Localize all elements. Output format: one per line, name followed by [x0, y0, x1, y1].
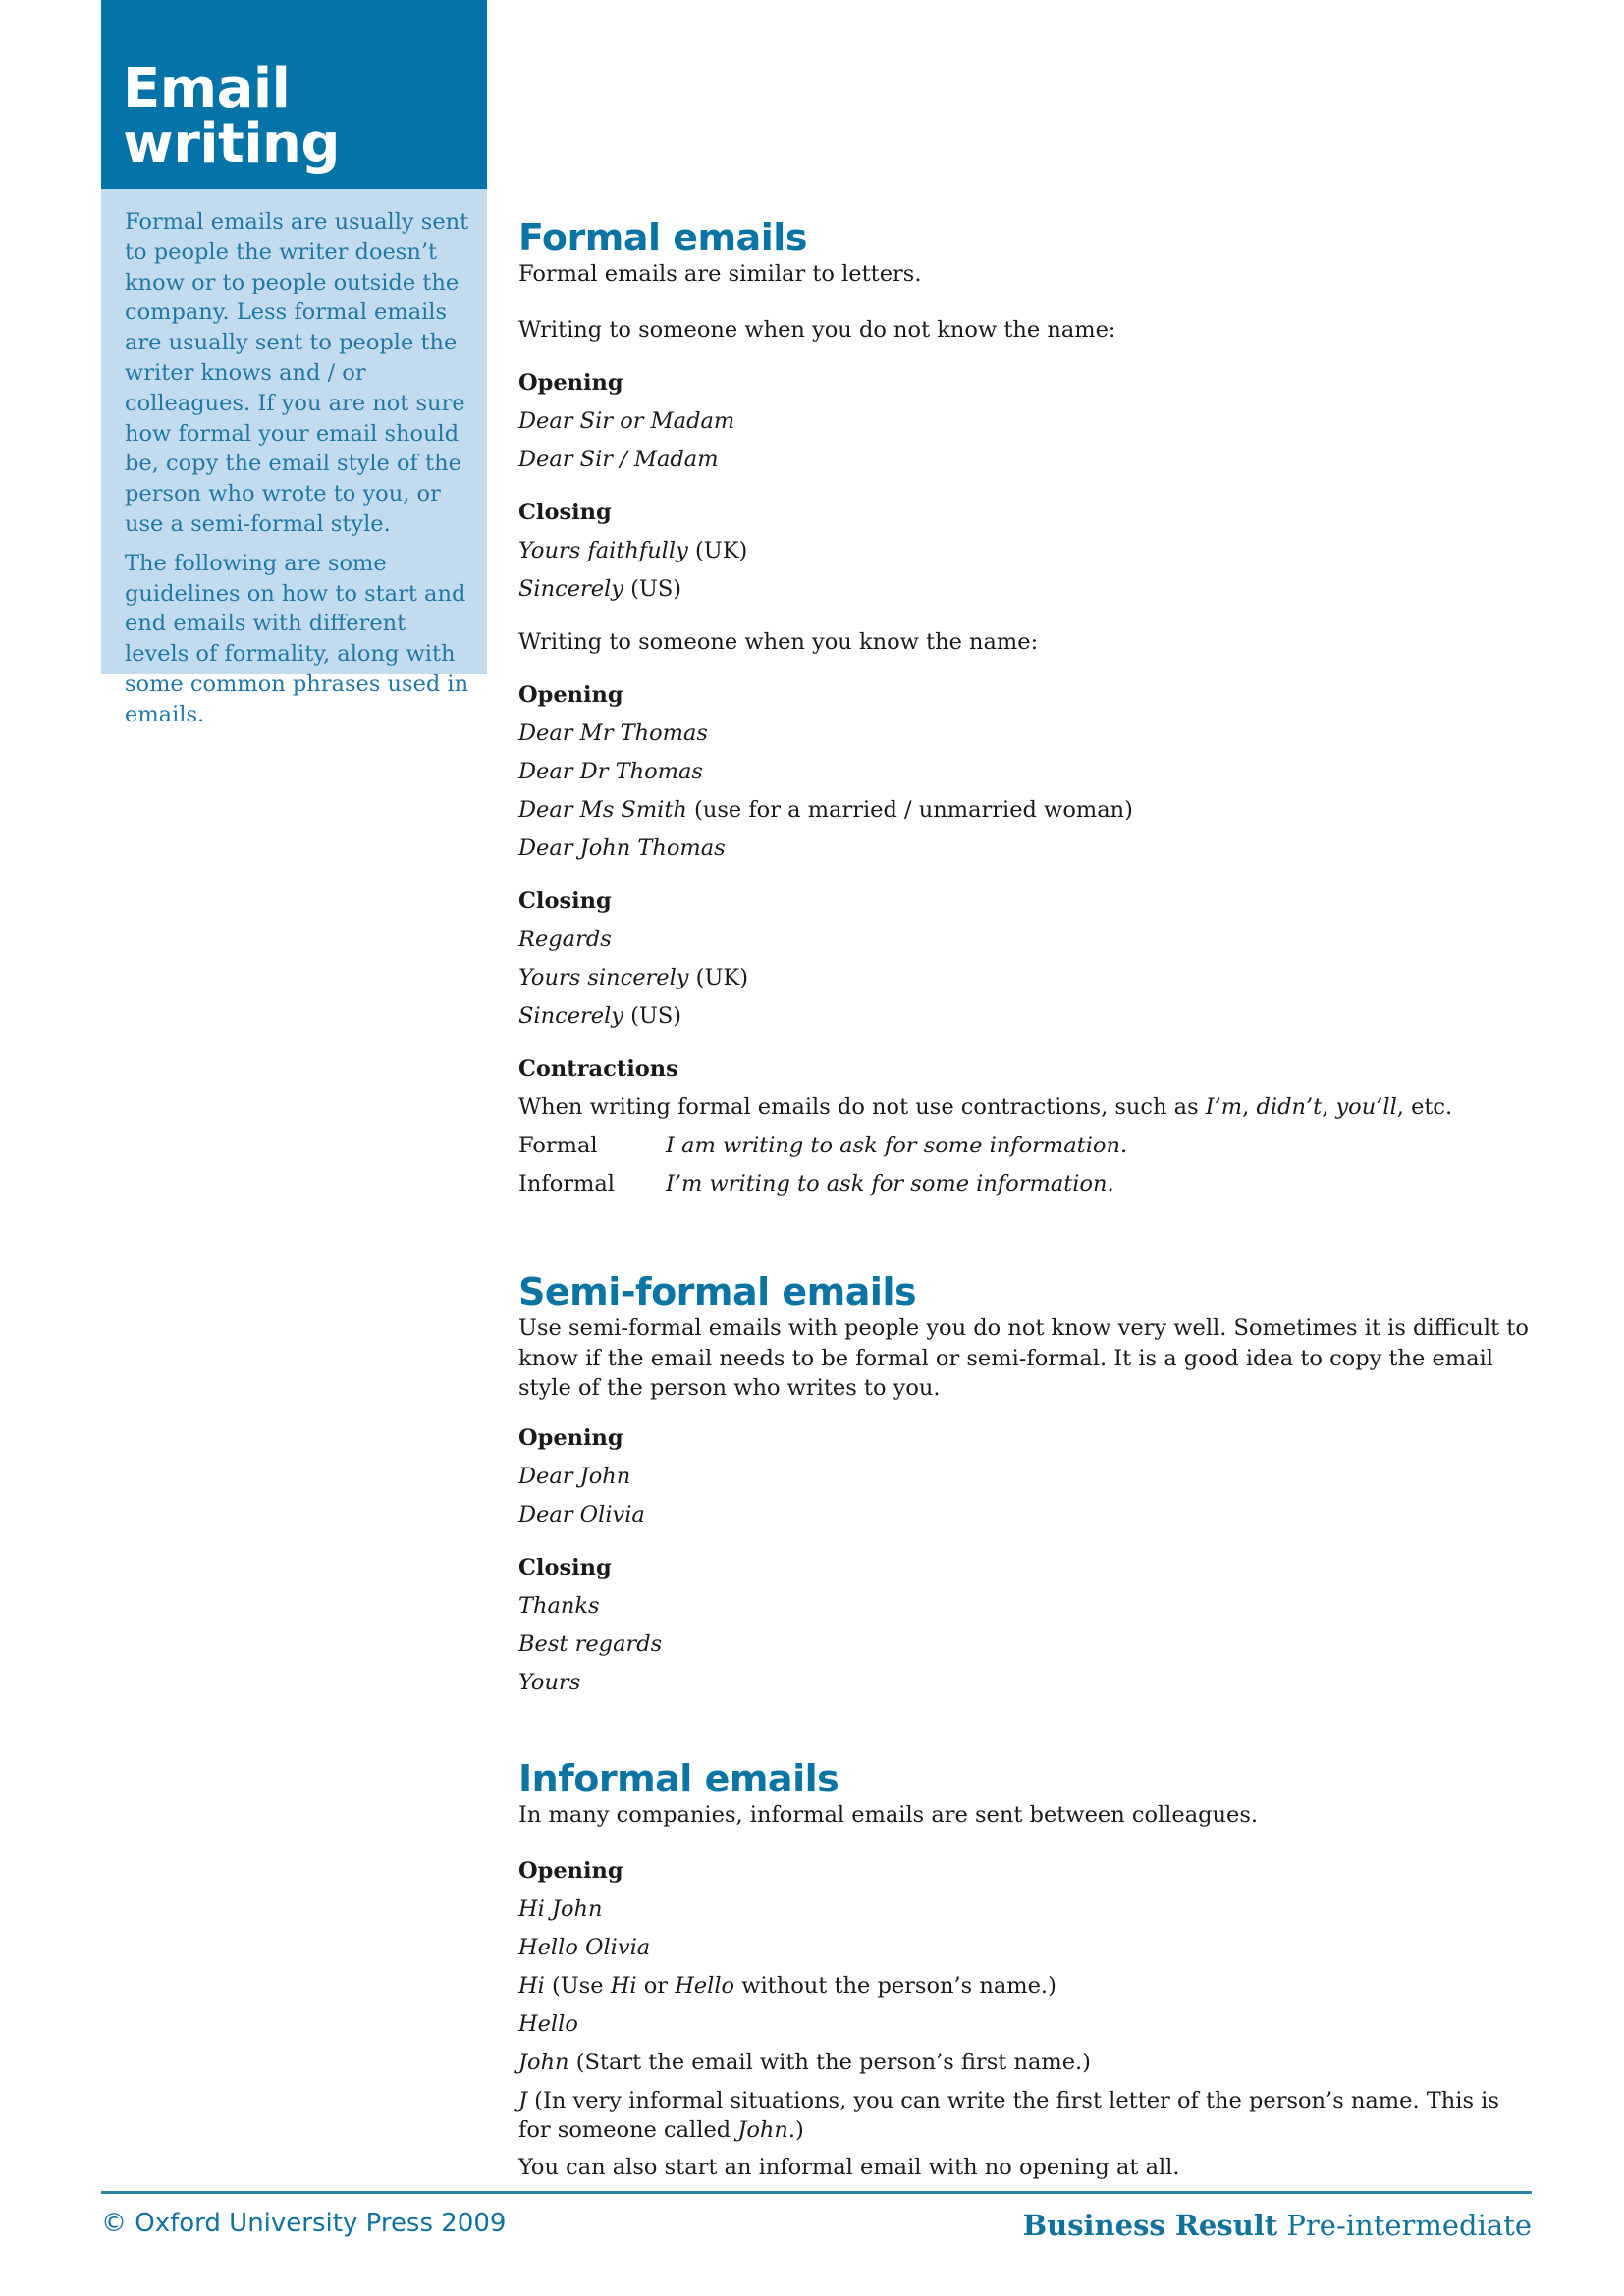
brand-level: Pre-intermediate — [1277, 2209, 1532, 2242]
phrase: Thanks — [518, 1592, 600, 1619]
section-informal-emails — [518, 1757, 1530, 2187]
phrase: Dear Olivia — [518, 1501, 645, 1527]
intro-paragraph: Formal emails are usually sent to people the writer doesn’t know or to people outside the company. Less formal emails are usually sent to people the writer knows and / or colleagues. If you are not sure how formal your email should be, copy the email style of the person who wrote to you, or use a semi-formal style. — [125, 209, 469, 537]
register-label: Formal — [518, 1133, 598, 1158]
text: , — [1242, 1095, 1257, 1120]
section-heading: Formal emails — [518, 216, 807, 259]
opening-label: Opening — [518, 370, 623, 396]
closing-label: Closing — [518, 1554, 612, 1580]
section-semi-formal-emails — [518, 1270, 1530, 1702]
intro-paragraph: The following are some guidelines on how to start and end emails with different levels of formality, along with some common phrases used in emails. — [125, 550, 469, 727]
section-intro: In many companies, informal emails are sent between colleagues. — [518, 1802, 1259, 1828]
phrase — [518, 532, 1530, 570]
phrase — [518, 570, 1530, 609]
section-intro: Formal emails are similar to letters. — [518, 261, 922, 287]
opening-label: Opening — [518, 1424, 623, 1451]
text: When writing formal emails do not use contractions, such as — [518, 1095, 1206, 1120]
phrase-text: Yours faithfully — [518, 538, 688, 563]
text: , etc. — [1396, 1095, 1453, 1120]
text: (Start the email with the person’s first name.) — [568, 2050, 1091, 2075]
phrase-note: (US) — [623, 1003, 682, 1029]
phrase-text: Yours sincerely — [518, 965, 689, 990]
phrase — [518, 2044, 1530, 2082]
example-row-informal — [518, 1165, 1530, 1203]
phrase: Yours — [518, 1669, 581, 1695]
phrase: Dear Sir or Madam — [518, 408, 735, 434]
phrase-text: Dear John Thomas — [518, 835, 726, 861]
text: (In very informal situations, you can write the first letter of the person’s name. This is for someone called — [518, 2088, 1499, 2143]
subsection-lead: Writing to someone when you know the name: — [518, 629, 1039, 655]
footer-divider — [101, 2191, 1532, 2194]
register-label: Informal — [518, 1171, 615, 1197]
phrase — [518, 997, 1530, 1036]
phrase-text: Dear Ms Smith — [518, 797, 687, 823]
phrase — [518, 1967, 1530, 2005]
phrase — [518, 829, 1530, 868]
text: , — [1322, 1095, 1336, 1120]
phrase — [518, 791, 1530, 829]
phrase — [518, 2086, 1530, 2145]
contraction-example: didn’t — [1256, 1095, 1323, 1120]
phrase: Hello Olivia — [518, 1935, 651, 1960]
phrase: Best regards — [518, 1630, 663, 1657]
phrase-text: Regards — [518, 927, 612, 952]
section-heading: Semi-formal emails — [518, 1270, 917, 1313]
phrase-text: Hello — [675, 1973, 735, 1999]
section-intro: Use semi-formal emails with people you do not know very well. Sometimes it is difficult to know if the email needs to be formal or semi-formal. It is a good idea to copy the email style of the person who writes to you. — [518, 1315, 1529, 1402]
phrase — [518, 959, 1530, 997]
subsection-lead: Writing to someone when you do not know the name: — [518, 317, 1116, 343]
title-banner — [101, 0, 487, 189]
contractions-label: Contractions — [518, 1056, 678, 1082]
phrase-text: Dear Dr Thomas — [518, 759, 703, 784]
phrase — [518, 715, 1530, 753]
phrase: Hello — [518, 2011, 578, 2037]
phrase-text: Sincerely — [518, 576, 623, 602]
text: or — [636, 1973, 676, 1999]
text: without the person’s name.) — [734, 1973, 1056, 1999]
section-formal-emails — [518, 216, 1530, 1203]
phrase-text: Hi — [518, 1973, 545, 1999]
phrase-text: John — [518, 2050, 569, 2075]
phrase-note: (UK) — [687, 538, 748, 563]
phrase-text: Sincerely — [518, 1003, 623, 1029]
phrase-text: Hi — [610, 1973, 637, 1999]
note: You can also start an informal email with no opening at all. — [518, 2155, 1180, 2180]
phrase: Dear John — [518, 1463, 631, 1489]
brand-name: Business Result — [1022, 2209, 1278, 2242]
phrase-note: (US) — [623, 576, 682, 602]
section-heading: Informal emails — [518, 1757, 839, 1800]
example-row-formal — [518, 1127, 1530, 1165]
sidebar — [101, 0, 487, 727]
closing-label: Closing — [518, 500, 612, 525]
book-title — [1023, 2209, 1532, 2242]
text: .) — [787, 2117, 804, 2143]
phrase: Hi John — [518, 1896, 603, 1922]
phrase-note: (UK) — [688, 965, 749, 990]
example-sentence: I am writing to ask for some information. — [666, 1133, 1128, 1158]
phrase: Dear Sir / Madam — [518, 447, 719, 472]
opening-label: Opening — [518, 682, 623, 708]
phrase-text: Dear Mr Thomas — [518, 721, 708, 746]
phrase — [518, 921, 1530, 959]
phrase-text: J — [518, 2088, 528, 2113]
phrase-text: John — [737, 2117, 788, 2143]
opening-label: Opening — [518, 1858, 623, 1884]
example-sentence: I’m writing to ask for some information. — [666, 1171, 1114, 1197]
phrase — [518, 753, 1530, 791]
phrase-note: (use for a married / unmarried woman) — [686, 797, 1133, 823]
copyright: © Oxford University Press 2009 — [101, 2209, 507, 2238]
page-title: Email writing — [123, 57, 340, 176]
contractions-text — [518, 1089, 1530, 1127]
intro-box — [101, 189, 487, 727]
closing-label: Closing — [518, 888, 612, 914]
contraction-example: you’ll — [1335, 1095, 1397, 1120]
text: (Use — [544, 1973, 611, 1999]
contraction-example: I’m — [1205, 1095, 1243, 1120]
